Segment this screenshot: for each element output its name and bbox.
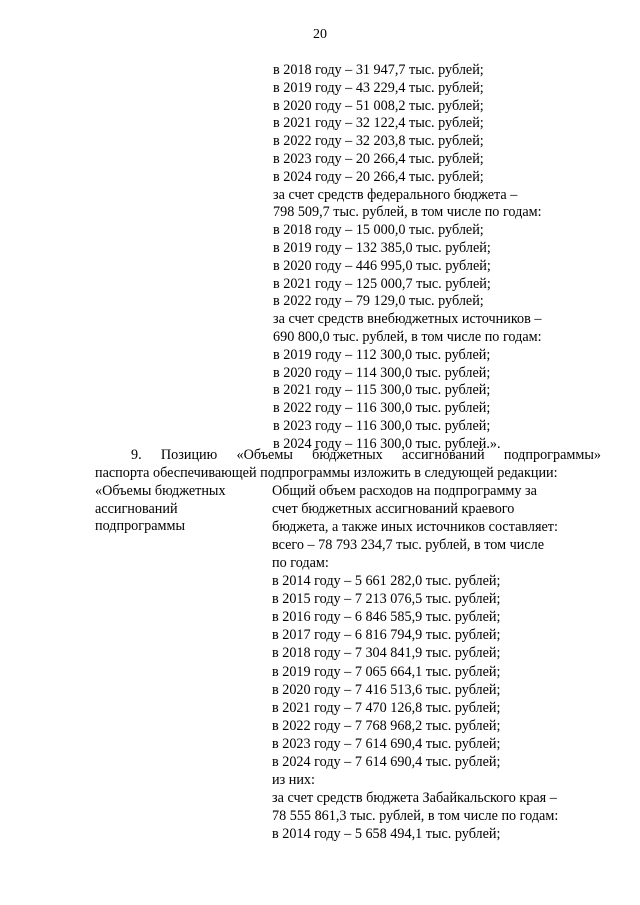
item-9-word: Позицию bbox=[160, 447, 218, 463]
text-line: в 2020 году – 114 300,0 тыс. рублей; bbox=[273, 364, 491, 381]
text-line: в 2019 году – 43 229,4 тыс. рублей; bbox=[273, 79, 484, 96]
text-line: в 2015 году – 7 213 076,5 тыс. рублей; bbox=[272, 591, 501, 608]
text-line: ассигнований bbox=[95, 500, 178, 517]
text-line: в 2021 году – 115 300,0 тыс. рублей; bbox=[273, 382, 491, 399]
text-line: в 2019 году – 132 385,0 тыс. рублей; bbox=[273, 240, 491, 256]
text-line: бюджета, а также иных источников составляет: bbox=[272, 519, 558, 536]
text-line: в 2019 году – 112 300,0 тыс. рублей; bbox=[273, 346, 491, 363]
text-line: в 2019 году – 7 065 664,1 тыс. рублей; bbox=[272, 663, 501, 680]
item-9-number: 9. bbox=[131, 447, 142, 463]
text-line: за счет средств внебюджетных источников – bbox=[273, 311, 542, 328]
text-line: «Объемы бюджетных bbox=[95, 483, 226, 499]
text-line: в 2021 году – 7 470 126,8 тыс. рублей; bbox=[272, 699, 501, 716]
text-line: в 2018 году – 7 304 841,9 тыс. рублей; bbox=[272, 645, 501, 662]
item-9-word: ассигнований bbox=[402, 447, 485, 463]
text-line: в 2017 году – 6 816 794,9 тыс. рублей; bbox=[272, 627, 501, 644]
item-9-word: бюджетных bbox=[312, 447, 383, 463]
text-line: из них: bbox=[272, 771, 315, 788]
text-line: в 2022 году – 7 768 968,2 тыс. рублей; bbox=[272, 717, 501, 734]
text-line: в 2018 году – 15 000,0 тыс. рублей; bbox=[273, 222, 484, 239]
text-line: в 2024 году – 116 300,0 тыс. рублей.». bbox=[273, 435, 501, 452]
item-9-first-line bbox=[95, 446, 601, 464]
text-line: в 2022 году – 32 203,8 тыс. рублей; bbox=[273, 133, 484, 150]
text-line: в 2014 году – 5 661 282,0 тыс. рублей; bbox=[272, 573, 501, 590]
text-line: в 2014 году – 5 658 494,1 тыс. рублей; bbox=[272, 825, 501, 842]
text-line: подпрограммы bbox=[95, 518, 185, 535]
text-line: Общий объем расходов на подпрограмму за bbox=[272, 483, 537, 499]
page-number: 20 bbox=[313, 27, 327, 42]
text-line: в 2018 году – 31 947,7 тыс. рублей; bbox=[273, 62, 484, 78]
item-9-word: «Объемы bbox=[236, 447, 293, 463]
text-line: в 2023 году – 116 300,0 тыс. рублей; bbox=[273, 418, 491, 434]
text-line: в 2020 году – 51 008,2 тыс. рублей; bbox=[273, 97, 484, 114]
text-line: 78 555 861,3 тыс. рублей, в том числе по годам: bbox=[272, 807, 559, 824]
text-line: в 2024 году – 7 614 690,4 тыс. рублей; bbox=[272, 753, 501, 770]
text-line: в 2020 году – 7 416 513,6 тыс. рублей; bbox=[272, 681, 501, 698]
text-line: в 2021 году – 125 000,7 тыс. рублей; bbox=[273, 275, 491, 292]
text-line: в 2021 году – 32 122,4 тыс. рублей; bbox=[273, 115, 484, 132]
item-9-second-line: паспорта обеспечивающей подпрограммы изложить в следующей редакции: bbox=[95, 465, 558, 481]
text-line: 690 800,0 тыс. рублей, в том числе по годам: bbox=[273, 329, 542, 345]
text-line: в 2022 году – 79 129,0 тыс. рублей; bbox=[273, 293, 484, 310]
text-line: в 2016 году – 6 846 585,9 тыс. рублей; bbox=[272, 609, 501, 626]
text-line: в 2020 году – 446 995,0 тыс. рублей; bbox=[273, 257, 491, 274]
text-line: в 2022 году – 116 300,0 тыс. рублей; bbox=[273, 400, 491, 417]
text-line: в 2023 году – 20 266,4 тыс. рублей; bbox=[273, 151, 484, 167]
item-9-word: подпрограммы» bbox=[503, 447, 601, 463]
text-line: всего – 78 793 234,7 тыс. рублей, в том числе bbox=[272, 537, 545, 554]
text-line: 798 509,7 тыс. рублей, в том числе по годам: bbox=[273, 204, 542, 221]
text-line: по годам: bbox=[272, 555, 329, 572]
text-line: за счет средств федерального бюджета – bbox=[273, 186, 518, 203]
text-line: за счет средств бюджета Забайкальского края – bbox=[272, 789, 557, 806]
text-line: в 2024 году – 20 266,4 тыс. рублей; bbox=[273, 168, 484, 185]
text-line: в 2023 году – 7 614 690,4 тыс. рублей; bbox=[272, 735, 501, 752]
text-line: счет бюджетных ассигнований краевого bbox=[272, 501, 515, 518]
